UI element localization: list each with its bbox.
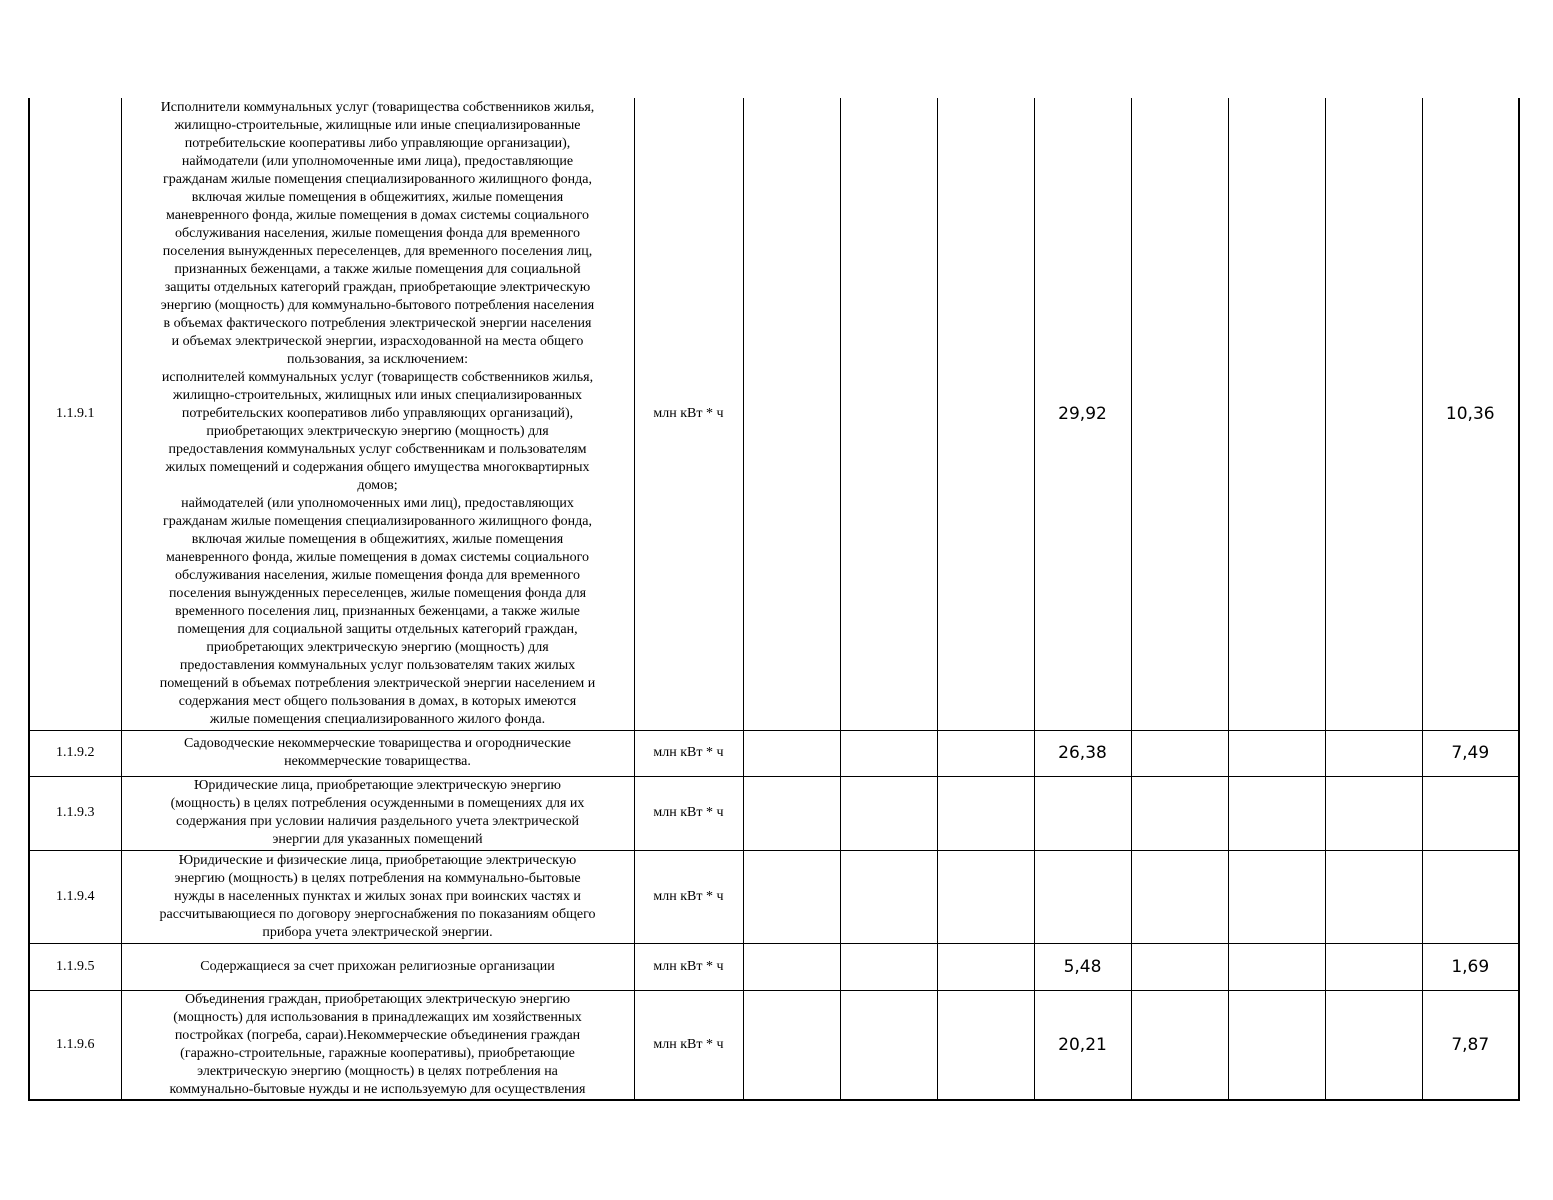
description-line: энергию (мощность) в целях потребления на коммунально-бытовые [174,870,581,886]
value-cell-7 [1325,943,1422,990]
description-line: приобретающих электрическую энергию (мощность) для [206,423,549,439]
value-cell-7 [1325,850,1422,943]
description-line: содержания мест общего пользования в домах, в которых имеются [178,693,577,709]
description-line: постройках (погреба, сараи).Некоммерческие объединения граждан [174,1027,581,1043]
value-cell-3 [937,98,1034,730]
value-cell-4: 26,38 [1034,730,1131,776]
description-line: Юридические лица, приобретающие электрическую энергию [194,778,561,793]
row-description [121,850,634,943]
row-unit: млн кВт * ч [634,943,743,990]
description-line: жилищно-строительные, жилищные или иные специализированные [174,117,581,133]
value-cell-4: 29,92 [1034,98,1131,730]
description-line: помещений в объемах потребления электрической энергии населением и [159,675,596,691]
value-cell-8: 7,87 [1422,990,1519,1100]
value-cell-6 [1228,98,1325,730]
value-cell-8 [1422,850,1519,943]
value-cell-5 [1131,776,1228,850]
value-cell-5 [1131,850,1228,943]
description-line: (гаражно-строительные, гаражные кооперативы), приобретающие [180,1045,575,1061]
description-line: наймодателей (или уполномоченных ими лиц), предоставляющих [181,495,574,511]
value-cell-1 [743,730,840,776]
description-line: маневренного фонда, жилые помещения в домах системы социального [165,549,590,565]
row-description [121,776,634,850]
description-line: энергию (мощность) для коммунально-бытового потребления населения [160,297,595,313]
value-cell-1 [743,990,840,1100]
description-line: рассчитывающиеся по договору энергоснабжения по показаниям общего [159,906,596,922]
table-row [29,850,1519,943]
description-line: маневренного фонда, жилые помещения в домах системы социального [165,207,590,223]
description-line: прибора учета электрической энергии. [262,924,493,940]
row-unit: млн кВт * ч [634,776,743,850]
description-line: нужды в населенных пунктах и жилых зонах при воинских частях и [174,888,581,904]
description-line: Содержащиеся за счет прихожан религиозные организации [200,958,555,974]
value-cell-3 [937,943,1034,990]
description-line: энергии для указанных помещений [272,832,483,847]
description-line: некоммерческие товарищества. [284,754,471,769]
value-cell-2 [840,776,937,850]
description-line: временного поселения лиц, признанных беженцами, а также жилые [175,603,580,619]
value-cell-6 [1228,730,1325,776]
description-line: жилые помещения специализированного жилого фонда. [209,711,546,727]
value-cell-1 [743,98,840,730]
value-cell-4 [1034,850,1131,943]
row-number: 1.1.9.2 [29,730,121,776]
description-line: Исполнители коммунальных услуг (товарищества собственников жилья, [160,99,595,115]
description-line: поселения вынужденных переселенцев, жилые помещения фонда для [168,585,587,601]
description-line: в объемах фактического потребления электрической энергии населения [163,315,592,331]
table-row [29,98,1519,730]
value-cell-7 [1325,98,1422,730]
description-line: электрическую энергию (мощность) в целях потребления на [197,1063,558,1079]
value-cell-2 [840,730,937,776]
description-line: (мощность) для использования в принадлежащих им хозяйственных [173,1009,582,1025]
value-cell-7 [1325,776,1422,850]
value-cell-4: 5,48 [1034,943,1131,990]
value-cell-6 [1228,990,1325,1100]
value-cell-2 [840,943,937,990]
table-row [29,776,1519,850]
table-row [29,943,1519,990]
description-line: помещения для социальной защиты отдельных категорий граждан, [177,621,578,637]
row-description [121,990,634,1100]
description-line: (мощность) в целях потребления осужденными в помещениях для их [170,796,585,811]
value-cell-5 [1131,943,1228,990]
value-cell-7 [1325,990,1422,1100]
value-cell-5 [1131,98,1228,730]
description-line: приобретающих электрическую энергию (мощность) для [206,639,549,655]
description-line: жилых помещений и содержания общего имущества многоквартирных [165,459,590,475]
description-line: пользования, за исключением: [286,351,469,367]
row-description [121,730,634,776]
description-line: наймодатели (или уполномоченные ими лица), предоставляющие [181,153,574,169]
value-cell-5 [1131,990,1228,1100]
row-number: 1.1.9.4 [29,850,121,943]
row-number: 1.1.9.5 [29,943,121,990]
value-cell-3 [937,776,1034,850]
row-number: 1.1.9.6 [29,990,121,1100]
description-line: домов; [357,477,398,493]
value-cell-5 [1131,730,1228,776]
row-unit: млн кВт * ч [634,730,743,776]
description-line: включая жилые помещения в общежитиях, жилые помещения [191,531,564,547]
row-description [121,943,634,990]
value-cell-3 [937,850,1034,943]
description-line: обслуживания населения, жилые помещения фонда для временного [174,225,580,241]
table-row [29,990,1519,1100]
description-line: Объединения граждан, приобретающих электрическую энергию [184,991,571,1007]
row-description [121,98,634,730]
value-cell-1 [743,943,840,990]
value-cell-6 [1228,943,1325,990]
row-unit: млн кВт * ч [634,98,743,730]
row-number: 1.1.9.1 [29,98,121,730]
value-cell-8: 7,49 [1422,730,1519,776]
value-cell-8: 10,36 [1422,98,1519,730]
description-line: предоставления коммунальных услуг пользователям таких жилых [179,657,576,673]
description-line: Садоводческие некоммерческие товарищества и огороднические [184,736,571,751]
value-cell-6 [1228,850,1325,943]
row-unit: млн кВт * ч [634,990,743,1100]
value-cell-2 [840,850,937,943]
description-line: исполнителей коммунальных услуг (товариществ собственников жилья, [161,369,594,385]
value-cell-2 [840,990,937,1100]
value-cell-1 [743,850,840,943]
description-line: гражданам жилые помещения специализированного жилищного фонда, [163,171,592,187]
table-row [29,730,1519,776]
value-cell-3 [937,990,1034,1100]
value-cell-2 [840,98,937,730]
description-line: потребительских кооперативов либо управляющих организаций), [181,405,574,421]
description-line: защиты отдельных категорий граждан, приобретающие электрическую [164,279,591,295]
description-line: потребительские кооперативы либо управляющие организации), [184,135,571,151]
description-line: Юридические и физические лица, приобретающие электрическую [178,852,577,868]
description-line: и объемах электрической энергии, израсходованной на места общего [171,333,584,349]
description-line: включая жилые помещения в общежитиях, жилые помещения [191,189,564,205]
description-line: предоставления коммунальных услуг собственникам и пользователям [168,441,587,457]
row-unit: млн кВт * ч [634,850,743,943]
description-line: содержания при условии наличия раздельного учета электрической [175,814,580,829]
description-line: гражданам жилые помещения специализированного жилищного фонда, [163,513,592,529]
value-cell-1 [743,776,840,850]
value-cell-3 [937,730,1034,776]
description-line: коммунально-бытовые нужды и не используемую для осуществления [169,1081,586,1097]
value-cell-4 [1034,776,1131,850]
value-cell-8 [1422,776,1519,850]
description-line: поселения вынужденных переселенцев, для временного поселения лиц, [162,243,593,259]
description-line: обслуживания населения, жилые помещения фонда для временного [174,567,580,583]
description-line: жилищно-строительных, жилищных или иных специализированных [172,387,583,403]
row-number: 1.1.9.3 [29,776,121,850]
tariff-table [28,98,1520,1101]
value-cell-4: 20,21 [1034,990,1131,1100]
value-cell-7 [1325,730,1422,776]
value-cell-6 [1228,776,1325,850]
description-line: признанных беженцами, а также жилые помещения для социальной [174,261,581,277]
value-cell-8: 1,69 [1422,943,1519,990]
